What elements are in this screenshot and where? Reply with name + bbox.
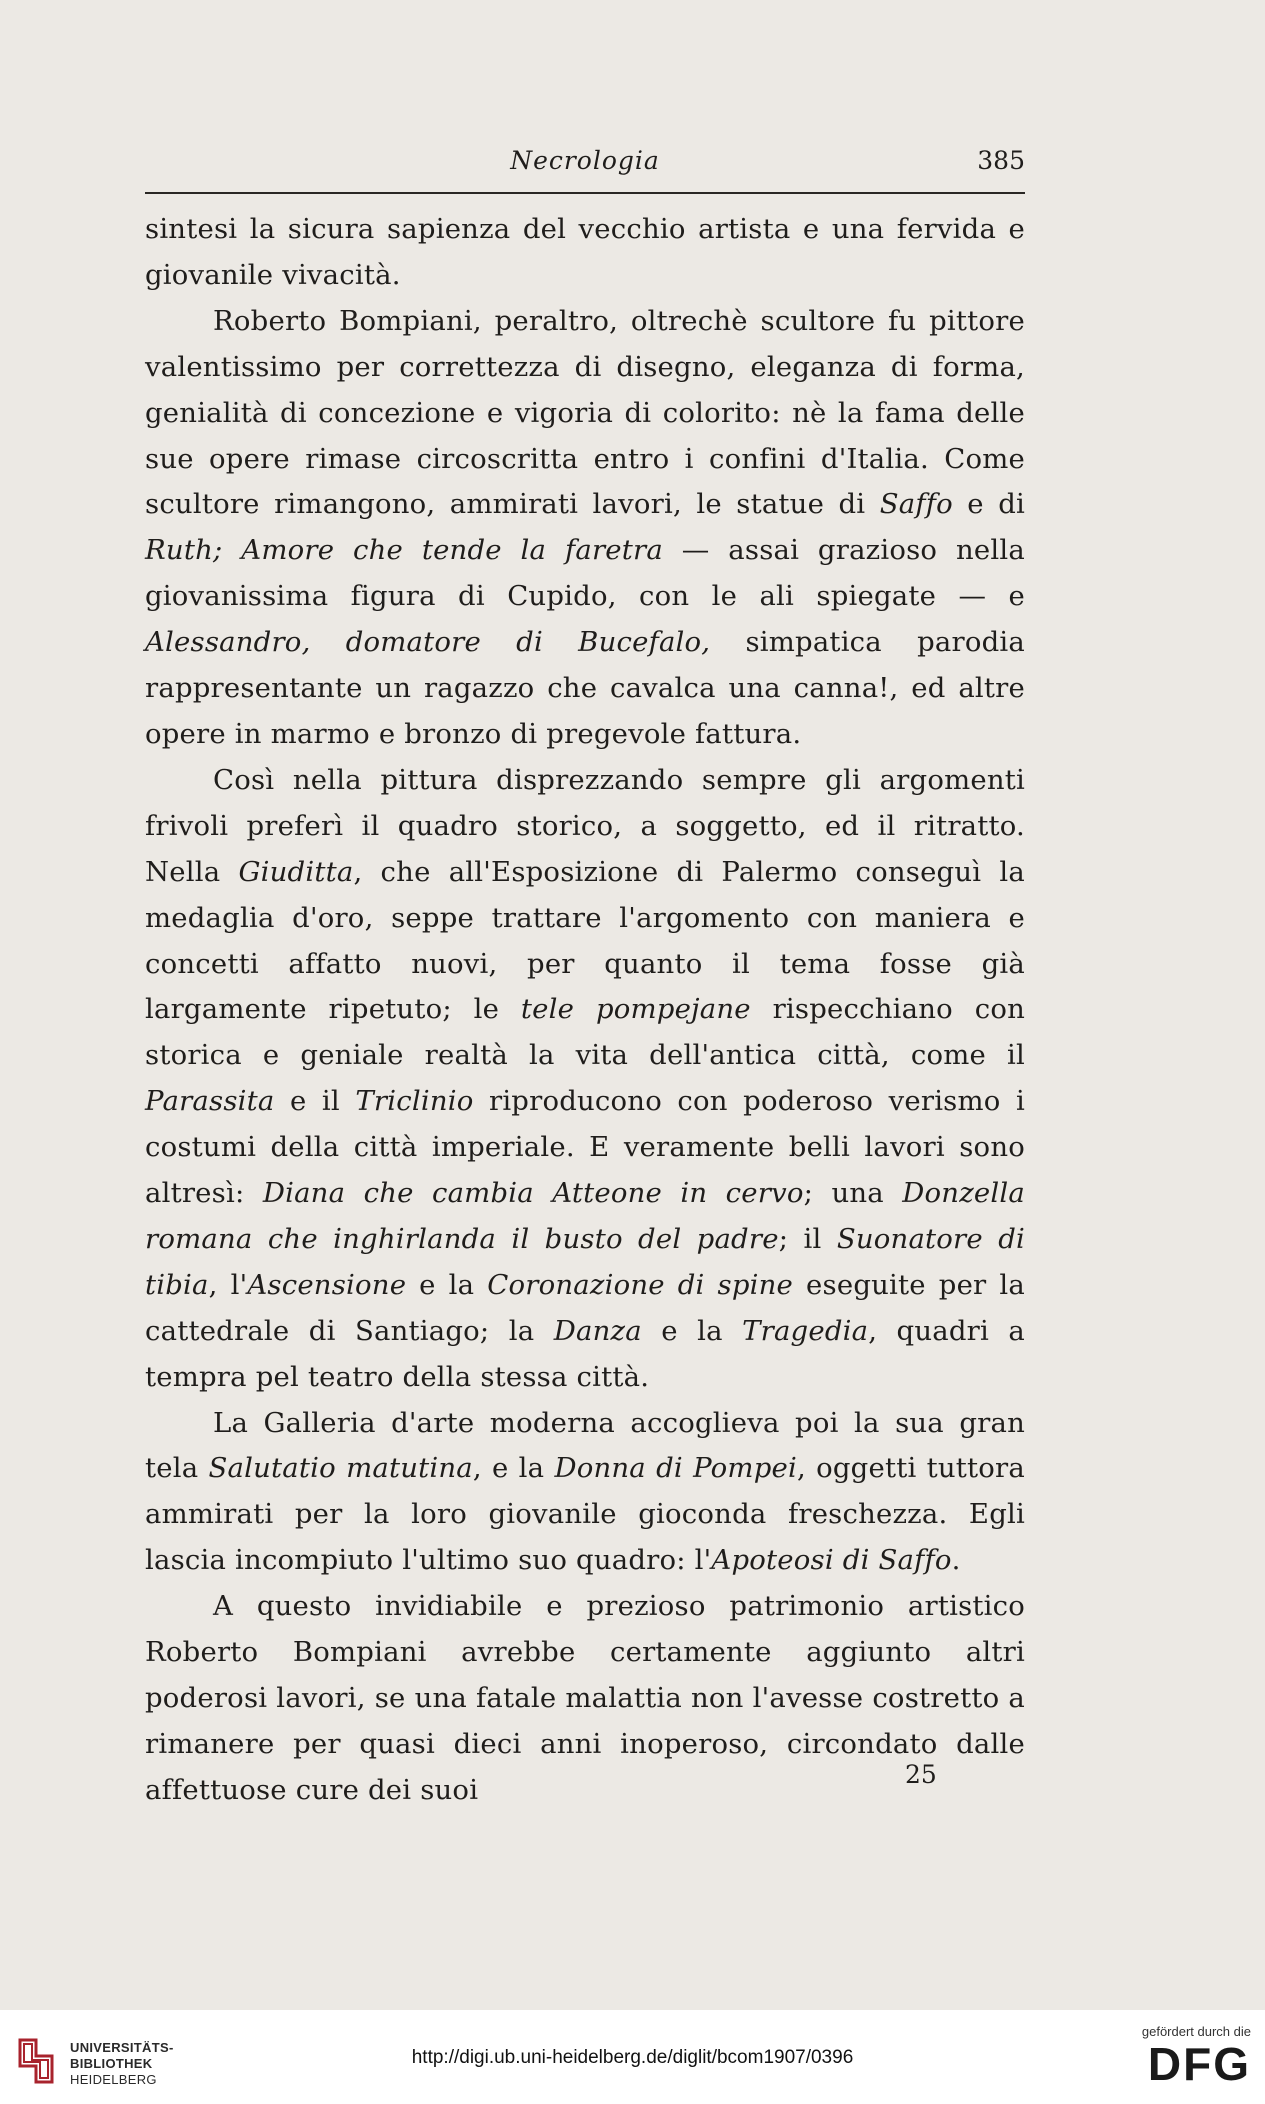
italic-title-run: Ascensione — [247, 1268, 407, 1301]
running-header — [145, 140, 1025, 180]
italic-title-run: Suonatore di tibia — [145, 1222, 1026, 1301]
italic-title-run: Giuditta — [238, 855, 354, 888]
italic-title-run: Salutatio matutina — [208, 1452, 473, 1485]
text-run: , e la — [472, 1452, 555, 1485]
funder-note: gefördert durch die — [1141, 2024, 1251, 2039]
italic-title-run: Danza — [553, 1314, 642, 1347]
italic-title-run: Tragedia — [742, 1314, 869, 1347]
text-run: rispecchiano con storica e geniale realtà la vita dell'antica città, come il — [145, 993, 1025, 1072]
page-number: 385 — [977, 146, 1025, 175]
italic-title-run: Donzella romana che inghirlanda il busto del padre — [145, 1177, 1025, 1255]
text-run: e di — [952, 488, 1026, 521]
text-run: simpatica parodia rappresentante un ragazzo che cavalca una canna!, ed altre opere in marmo e bronzo di pregevole fattura. — [145, 626, 1025, 750]
italic-title-run: Donna di Pompei — [554, 1452, 797, 1485]
italic-title-run: Ruth; Amore che tende la faretra — [145, 534, 663, 567]
text-run: ; il — [778, 1222, 837, 1255]
italic-title-run: tele pompejane — [520, 993, 751, 1026]
text-run: e la — [406, 1268, 488, 1301]
text-run: A questo invidiabile e prezioso patrimonio artistico Roberto Bompiani avrebbe certamente aggiunto altri poderosi lavori, se una fatale malattia non l'avesse costretto a rimanere per quasi dieci anni inoperoso, circondato dalle affettuose cure dei suoi — [145, 1590, 1025, 1806]
funder-name: DFG — [1147, 2038, 1251, 2090]
text-run: La Galleria d'arte moderna accoglieva poi la sua gran tela — [145, 1406, 1025, 1485]
source-url-link[interactable]: http://digi.ub.uni-heidelberg.de/diglit/bcom1907/0396 — [411, 2047, 854, 2068]
italic-title-run: Triclinio — [355, 1085, 474, 1118]
text-run: e la — [641, 1314, 743, 1347]
italic-title-run: Diana che cambia Atteone in cervo — [262, 1177, 804, 1210]
header-rule — [145, 192, 1025, 194]
italic-title-run: Saffo — [879, 488, 953, 521]
text-run: eseguite per la cattedrale di Santiago; la — [145, 1268, 1025, 1347]
italic-title-run: Parassita — [145, 1085, 275, 1118]
text-run: Roberto Bompiani, peraltro, oltrechè scultore fu pittore valentissimo per correttezza di disegno, eleganza di forma, genialità di concezione e vigoria di colorito: nè la fama delle sue opere rimase circoscritta entro i confini d'Italia. Come scultore rimangono, ammirati lavori, le statue di — [145, 304, 1025, 521]
italic-title-run: Apoteosi di Saffo — [711, 1544, 952, 1577]
text-run: , che all'Esposizione di Palermo conseguì la medaglia d'oro, seppe trattare l'argomento con maniera e concetti affatto nuovi, per quanto il tema fosse già largamente ripetuto; le — [145, 855, 1025, 1026]
paragraph — [145, 1584, 1025, 1814]
text-run: riproducono con poderoso verismo i costumi della città imperiale. E veramente belli lavori sono altresì: — [145, 1085, 1025, 1210]
text-run: — assai grazioso nella giovanissima figura di Cupido, con le ali spiegate — e — [145, 534, 1025, 613]
text-run: sintesi la sicura sapienza del vecchio artista e una fervida e giovanile vivacità. — [145, 213, 1025, 291]
body-text — [145, 207, 1025, 1814]
signature-mark: 25 — [905, 1760, 937, 1789]
italic-title-run: Alessandro, domatore di Bucefalo, — [145, 626, 711, 659]
paragraph — [145, 299, 1025, 758]
text-run: Così nella pittura disprezzando sempre gli argomenti frivoli preferì il quadro storico, a soggetto, ed il ritratto. Nella — [145, 763, 1025, 888]
text-run: ; una — [803, 1177, 903, 1210]
footer-bar — [0, 2010, 1265, 2104]
paragraph — [145, 207, 1025, 299]
paragraph — [145, 1401, 1025, 1585]
library-line: HEIDELBERG — [70, 2072, 157, 2087]
library-line: UNIVERSITÄTS- — [70, 2040, 174, 2055]
italic-title-run: Coronazione di spine — [487, 1268, 794, 1301]
text-run: , l' — [208, 1268, 248, 1301]
library-line: BIBLIOTHEK — [70, 2056, 153, 2071]
paragraph — [145, 758, 1025, 1401]
text-run: , quadri a tempra pel teatro della stessa città. — [145, 1314, 1025, 1393]
text-run: e il — [274, 1085, 356, 1118]
text-run: , oggetti tuttora ammirati per la loro giovanile gioconda freschezza. Egli lascia incompiuto l'ultimo suo quadro: l' — [145, 1452, 1025, 1577]
running-title: Necrologia — [510, 146, 660, 175]
text-run: . — [951, 1544, 961, 1577]
dfg-logo[interactable] — [1111, 2024, 1251, 2090]
